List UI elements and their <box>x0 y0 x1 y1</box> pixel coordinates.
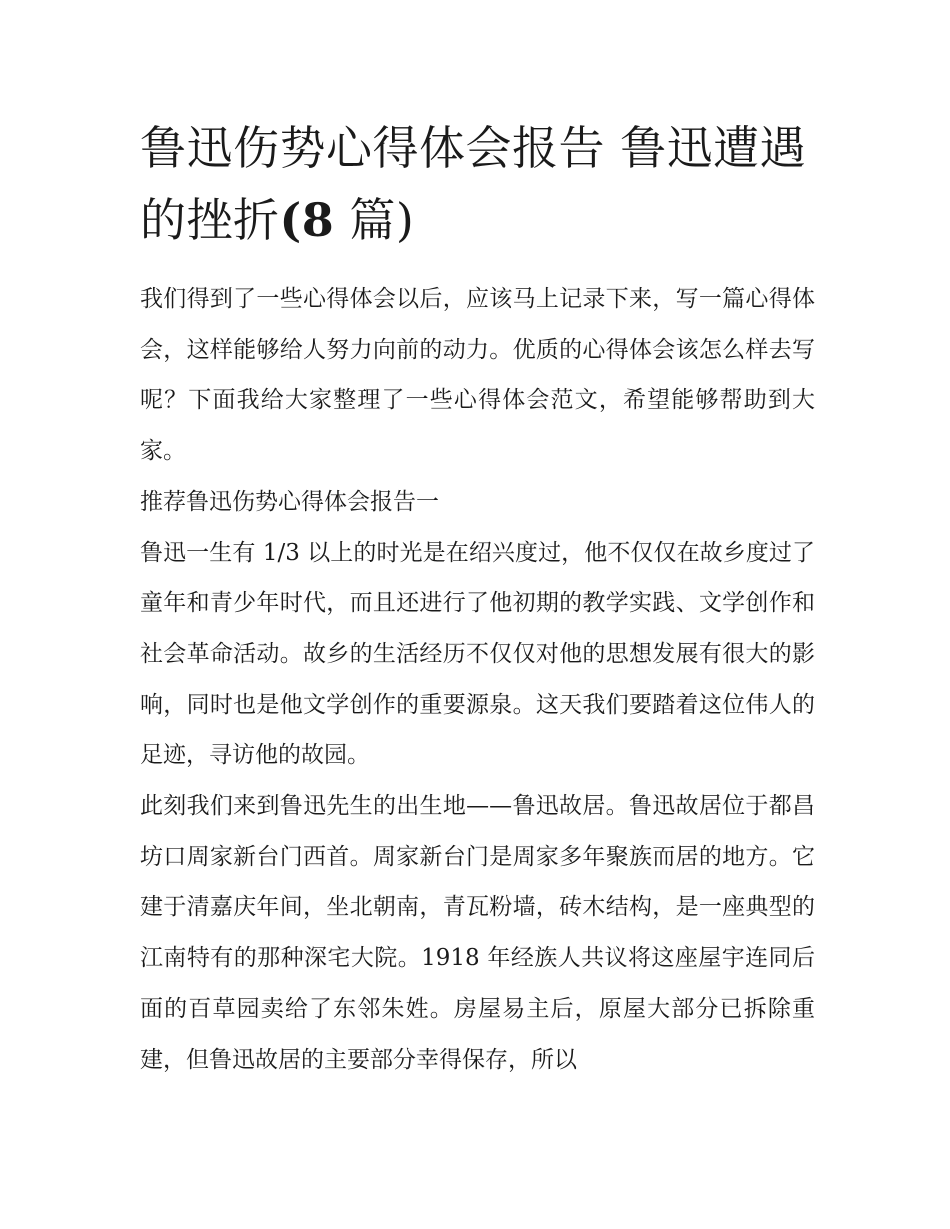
document-body <box>140 274 815 1085</box>
body-paragraph: 此刻我们来到鲁迅先生的出生地——鲁迅故居。鲁迅故居位于都昌坊口周家新台门西首。周家新台门是周家多年聚族而居的地方。它建于清嘉庆年间，坐北朝南，青瓦粉墙，砖木结构，是一座典型的江南特有的那种深宅大院。1918 年经族人共议将这座屋宇连同后面的百草园卖给了东邻朱姓。房屋易主后，原屋大部分已拆除重建，但鲁迅故居的主要部分幸得保存，所以 <box>140 793 815 1073</box>
intro-paragraph: 我们得到了一些心得体会以后，应该马上记录下来，写一篇心得体会，这样能够给人努力向前的动力。优质的心得体会该怎么样去写呢？下面我给大家整理了一些心得体会范文，希望能够帮助到大家。 <box>140 286 815 465</box>
document-title <box>140 112 815 256</box>
title-unit: 篇) <box>349 193 415 247</box>
section-heading: 推荐鲁迅伤势心得体会报告一 <box>140 488 439 515</box>
body-paragraph: 鲁迅一生有 1/3 以上的时光是在绍兴度过，他不仅仅在故乡度过了童年和青少年时代，而且还进行了他初期的教学实践、文学创作和社会革命活动。故乡的生活经历不仅仅对他的思想发展有很大的影响，同时也是他文学创作的重要源泉。这天我们要踏着这位伟人的足迹，寻访他的故园。 <box>140 539 815 769</box>
title-main: 鲁迅伤势心得体会报告 鲁迅遭遇的挫折 <box>140 121 807 247</box>
title-count: (8 <box>279 193 335 247</box>
document-page <box>140 112 815 1085</box>
